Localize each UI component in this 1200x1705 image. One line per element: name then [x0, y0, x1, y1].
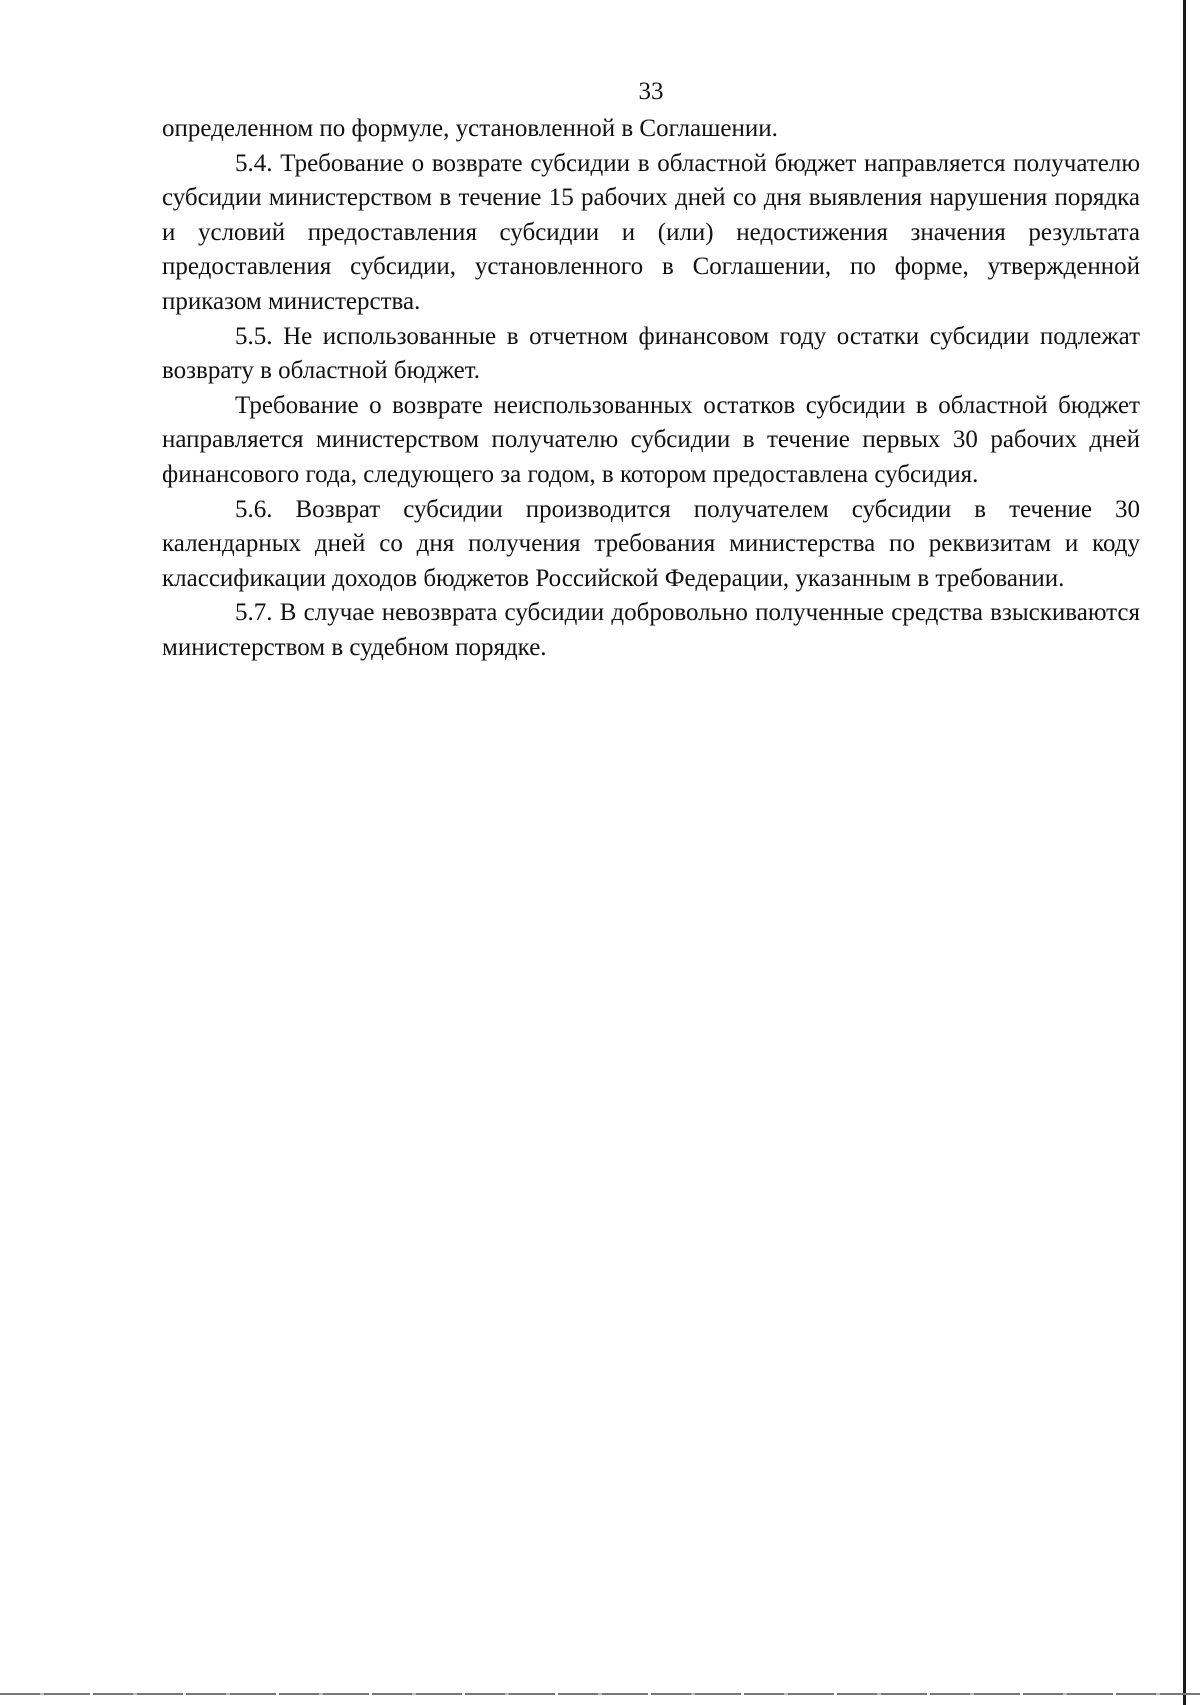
paragraph-5-4: 5.4. Требование о возврате субсидии в областной бюджет направляется получателю субсидии министерством в течение 15 рабочих дней со дня выявления нарушения порядка и условий предоставления субсидии и (или) недостижения значения результата предоставления субсидии, установленного в Соглашении, по форме, утвержденной приказом министерства.: [162, 149, 1140, 315]
paragraph-5-5: 5.5. Не использованные в отчетном финансовом году остатки субсидии подлежат возврату в областной бюджет.: [162, 322, 1140, 385]
document-page: [162, 74, 1140, 666]
paragraph-5-7: 5.7. В случае невозврата субсидии добровольно полученные средства взыскиваются министерством в судебном порядке.: [162, 599, 1140, 661]
paragraph-5-5-requirement: Требование о возврате неиспользованных остатков субсидии в областной бюджет направляется министерством получателю субсидии в течение первых 30 рабочих дней финансового года, следующего за годом, в котором предоставлена субсидия.: [162, 391, 1140, 488]
scan-edge-line: [1183, 0, 1186, 1705]
paragraph-continuation: определенном по формуле, установленной в Соглашении.: [162, 115, 778, 142]
page-number: 33: [638, 78, 664, 105]
scan-bottom-line: [0, 1693, 1200, 1695]
paragraph-5-6: 5.6. Возврат субсидии производится получателем субсидии в течение 30 календарных дней со дня получения требования министерства по реквизитам и коду классификации доходов бюджетов Российской Федерации, указанным в требовании.: [162, 495, 1140, 592]
